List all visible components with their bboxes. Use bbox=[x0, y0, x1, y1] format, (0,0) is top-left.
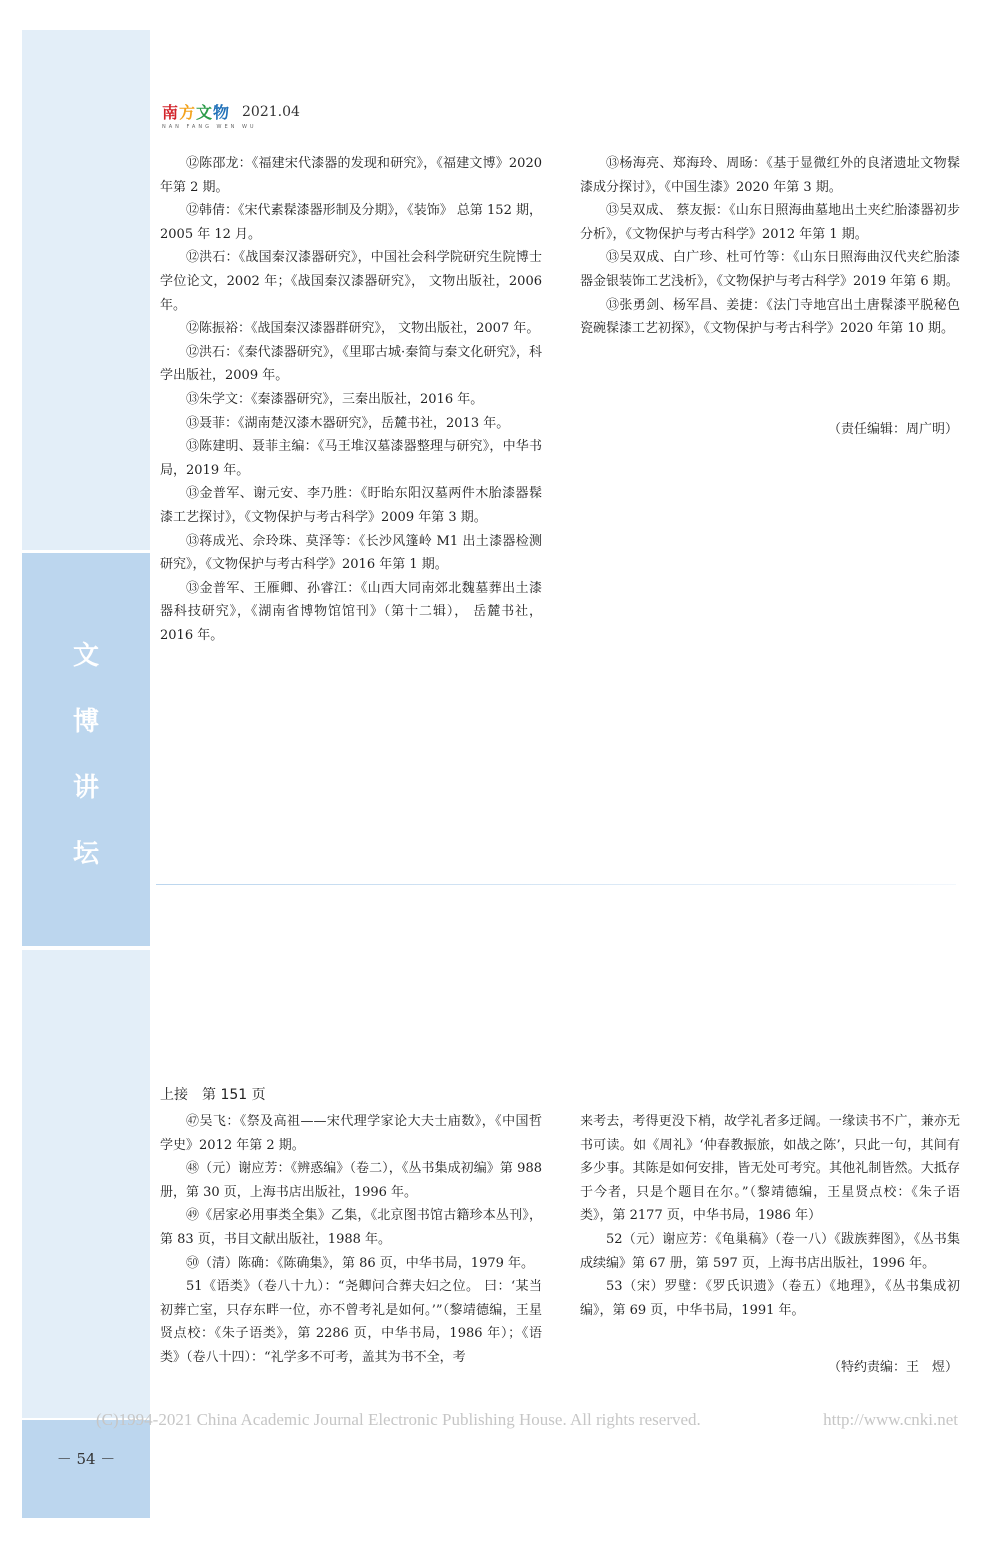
footnote: ⑬金普军、谢元安、李乃胜：《盱眙东阳汉墓两件木胎漆器髹漆工艺探讨》，《文物保护与考古科学》2009 年第 3 期。 bbox=[160, 486, 542, 525]
notes-column-bottom-left bbox=[160, 1110, 542, 1370]
logo-char: 物 bbox=[213, 103, 231, 122]
notes-column-top-left bbox=[160, 152, 542, 647]
sidebar-band-footer bbox=[22, 1420, 150, 1518]
section-title-char: 博 bbox=[72, 707, 99, 737]
logo-char: 南 bbox=[162, 103, 180, 122]
footnote: ㊿（清）陈确：《陈确集》，第 86 页，中华书局，1979 年。 bbox=[186, 1255, 535, 1271]
footnote: ⑬吴双成、 蔡友振：《山东日照海曲墓地出土夹纻胎漆器初步分析》，《文物保护与考古科学》2012 年第 1 期。 bbox=[580, 203, 960, 242]
logo-char: 方 bbox=[179, 103, 197, 122]
sidebar-band-lower bbox=[22, 950, 150, 1418]
footnote: ㊾《居家必用事类全集》乙集，《北京图书馆古籍珍本丛刊》，第 83 页，书目文献出版社，1988 年。 bbox=[160, 1208, 542, 1247]
footnote: 53（宋）罗璧：《罗氏识遗》（卷五）《地理》，《丛书集成初编》，第 69 页，中华书局，1991 年。 bbox=[580, 1279, 960, 1318]
notes-column-bottom-right bbox=[580, 1110, 960, 1322]
footnote: ⑬陈建明、聂菲主编：《马王堆汉墓漆器整理与研究》，中华书局，2019 年。 bbox=[160, 439, 542, 478]
footnote: ⑬聂菲：《湖南楚汉漆木器研究》，岳麓书社，2013 年。 bbox=[186, 415, 510, 431]
footnote: ⑫陈邵龙：《福建宋代漆器的发现和研究》，《福建文博》2020 年第 2 期。 bbox=[160, 156, 542, 195]
page-number: － 54 － bbox=[56, 1450, 116, 1468]
continued-from-label: 上接 第 151 页 bbox=[160, 1087, 266, 1103]
issue-number: 2021.04 bbox=[242, 104, 300, 120]
sidebar-band-top bbox=[22, 30, 150, 550]
section-divider bbox=[156, 884, 956, 885]
notes-column-top-right bbox=[580, 152, 960, 341]
footnote: ⑬张勇剑、杨军昌、姜捷：《法门寺地宫出土唐髹漆平脱秘色瓷碗髹漆工艺初探》，《文物保护与考古科学》2020 年第 10 期。 bbox=[580, 297, 960, 337]
responsible-editor: （责任编辑：周广明） bbox=[827, 422, 958, 437]
footnote-continuation: 来考去，考得更没下梢，故学礼者多迂阔。一缘读书不广，兼亦无书可读。如《周礼》‘仲春教振旅，如战之陈’，只此一句，其间有多少事。其陈是如何安排，皆无处可考究。其他礼制皆然。大抵存于今者，只是个题目在尔。”（黎靖德编，王星贤点校：《朱子语类》，第 2177 页，中华书局，1986 年） bbox=[580, 1114, 960, 1224]
section-title-char: 讲 bbox=[72, 773, 99, 803]
logo-char: 文 bbox=[196, 103, 214, 122]
footnote: ⑫洪石：《秦代漆器研究》，《里耶古城·秦简与秦文化研究》，科学出版社，2009 年。 bbox=[160, 344, 542, 384]
footnote: ⑫陈振裕：《战国秦汉漆器群研究》， 文物出版社，2007 年。 bbox=[186, 321, 540, 337]
section-title-char: 坛 bbox=[72, 839, 99, 869]
footnote: ⑫韩倩：《宋代素髹漆器形制及分期》，《装饰》 总第 152 期，2005 年 12 月。 bbox=[160, 203, 542, 242]
footnote: ㊼吴飞：《祭及高祖——宋代理学家论大夫士庙数》，《中国哲学史》2012 年第 2 期。 bbox=[160, 1114, 542, 1153]
footnote: ⑬杨海亮、郑海玲、周旸：《基于显微红外的良渚遗址文物髹漆成分探讨》，《中国生漆》2020 年第 3 期。 bbox=[580, 156, 960, 195]
footnote: ⑬金普军、王雁卿、孙睿江：《山西大同南郊北魏墓葬出土漆器科技研究》，《湖南省博物馆馆刊》（第十二辑）， 岳麓书社，2016 年。 bbox=[160, 580, 542, 643]
copyright-text: (C)1994-2021 China Academic Journal Electronic Publishing House. All rights reserved. bbox=[96, 1410, 701, 1429]
footnote: ⑬吴双成、白广珍、杜可竹等：《山东日照海曲汉代夹纻胎漆器金银装饰工艺浅析》，《文物保护与考古科学》2019 年第 6 期。 bbox=[580, 250, 960, 289]
section-title-vertical bbox=[22, 630, 150, 894]
footnote: 51《语类》（卷八十九）：“尧卿问合葬夫妇之位。 曰：‘某当初葬亡室，只存东畔一位，亦不曾考礼是如何。’”（黎靖德编，王星贤点校：《朱子语类》，第 2286 页，中华书局，1986 年）；《语类》（卷八十四）：“礼学多不可考，盖其为书不全，考 bbox=[160, 1279, 542, 1365]
footnote: 52（元）谢应芳：《龟巢稿》（卷一八）《跋族葬图》，《丛书集成续编》第 67 册，第 597 页，上海书店出版社，1996 年。 bbox=[580, 1231, 960, 1271]
guest-editor: （特约责编：王 煜） bbox=[827, 1360, 958, 1375]
section-title-char: 文 bbox=[72, 641, 99, 671]
footnote: ⑬蒋成光、佘玲珠、莫泽等：《长沙风篷岭 M1 出土漆器检测研究》，《文物保护与考古科学》2016 年第 1 期。 bbox=[160, 533, 542, 573]
cnki-url: http://www.cnki.net bbox=[823, 1410, 958, 1429]
footnote: ⑫洪石：《战国秦汉漆器研究》，中国社会科学院研究生院博士学位论文，2002 年；《战国秦汉漆器研究》， 文物出版社，2006 年。 bbox=[160, 250, 542, 313]
copyright-watermark bbox=[96, 1410, 958, 1430]
logo-pinyin: NAN FANG WEN WU bbox=[162, 124, 257, 130]
footnote: ⑬朱学文：《秦漆器研究》，三秦出版社，2016 年。 bbox=[186, 391, 484, 407]
footnote: ㊽（元）谢应芳：《辨惑编》（卷二），《丛书集成初编》第 988 册，第 30 页，上海书店出版社，1996 年。 bbox=[160, 1161, 542, 1200]
